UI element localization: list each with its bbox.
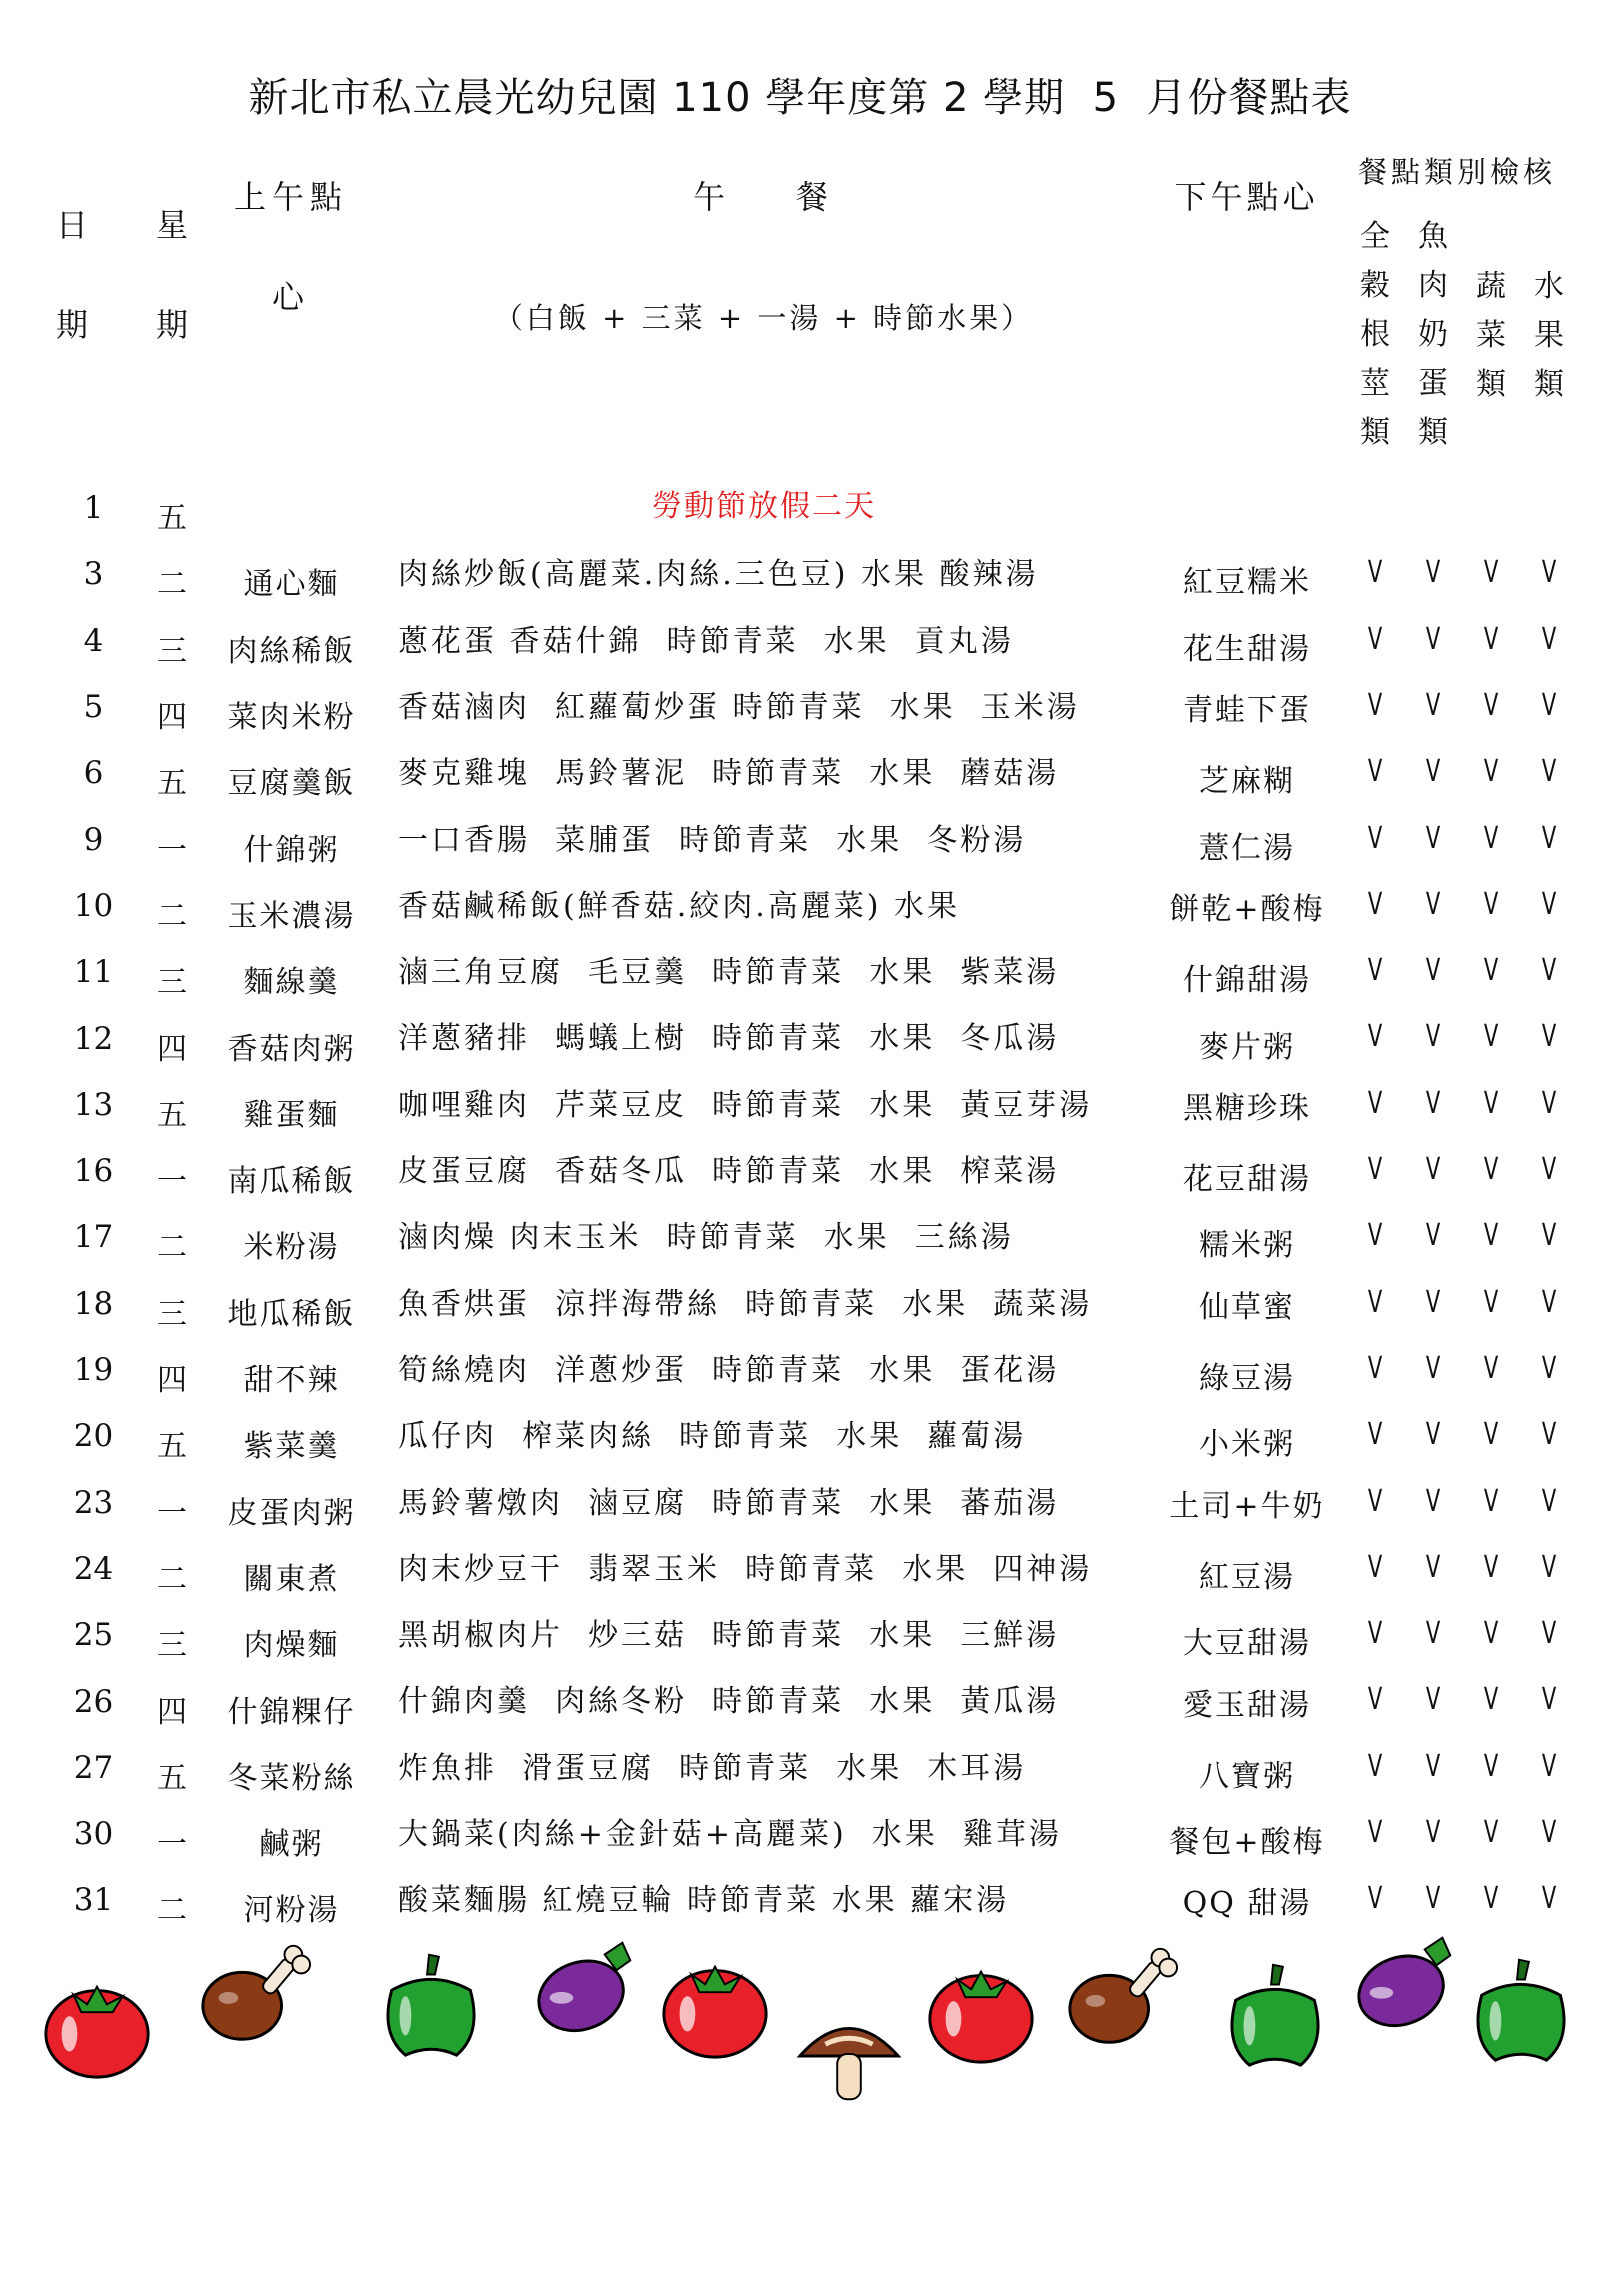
row-date: 23: [73, 1484, 114, 1521]
row-morning-snack: [203, 475, 380, 541]
row-weekday: 四: [157, 1363, 189, 1399]
drumstick-icon: [195, 1935, 313, 2057]
row-lunch: 香菇鹹稀飯(鮮香菇.絞肉.高麗菜) 水果: [398, 888, 961, 924]
check-mark: V: [1367, 1417, 1383, 1453]
row-date: 13: [73, 1086, 114, 1123]
row-date: 5: [83, 689, 104, 726]
row-weekday: 五: [157, 1429, 189, 1465]
row-morning-snack: 甜不辣: [243, 1363, 340, 1399]
check-mark: V: [1425, 1682, 1441, 1718]
row-lunch: 馬鈴薯燉肉 滷豆腐 時節青菜 水果 蕃茄湯: [398, 1485, 1060, 1521]
row-afternoon-snack: [1148, 475, 1346, 541]
check-mark: V: [1425, 1881, 1441, 1917]
check-mark: V: [1425, 1350, 1441, 1386]
row-lunch: 炸魚排 滑蛋豆腐 時節青菜 水果 木耳湯: [398, 1750, 1027, 1786]
row-morning-snack: 肉燥麵: [243, 1628, 340, 1664]
row-weekday: 五: [157, 501, 189, 537]
row-weekday: 一: [157, 832, 189, 868]
check-mark: V: [1483, 1815, 1499, 1850]
row-morning-snack: 米粉湯: [243, 1230, 340, 1266]
row-afternoon-snack: QQ 甜湯: [1182, 1886, 1312, 1922]
row-date: 11: [73, 954, 114, 991]
check-mark: V: [1483, 1682, 1499, 1718]
check-mark: V: [1367, 820, 1383, 856]
row-morning-snack: 冬菜粉絲: [227, 1760, 356, 1796]
row-date: 24: [73, 1550, 114, 1587]
tomato-icon: [922, 1950, 1040, 2072]
row-afternoon-snack: 餐包+酸梅: [1169, 1825, 1325, 1861]
row-afternoon-snack: 小米粥: [1199, 1427, 1295, 1463]
check-mark: V: [1483, 754, 1499, 790]
header-afternoon: 下午點心: [1174, 178, 1319, 216]
check-mark: V: [1425, 1549, 1441, 1585]
mushroom-icon: [790, 1995, 908, 2117]
check-mark: V: [1483, 1616, 1499, 1652]
check-mark: V: [1367, 1350, 1383, 1386]
row-weekday: 五: [157, 1760, 189, 1796]
check-mark: V: [1367, 1748, 1383, 1784]
check-mark: V: [1367, 1616, 1383, 1652]
header-check-col-1: 全穀根莖類: [1360, 219, 1390, 450]
row-lunch: 滷肉燥 肉末玉米 時節青菜 水果 三絲湯: [398, 1220, 1014, 1256]
row-morning-snack: 菜肉米粉: [227, 700, 356, 736]
row-afternoon-snack: 土司+牛奶: [1169, 1488, 1325, 1524]
check-mark: V: [1541, 754, 1557, 790]
row-weekday: 一: [157, 1495, 189, 1531]
row-afternoon-snack: 麥片粥: [1199, 1029, 1295, 1065]
check-mark: V: [1541, 1815, 1557, 1850]
row-date: 16: [73, 1153, 114, 1190]
check-mark: V: [1425, 1483, 1441, 1519]
check-mark: V: [1425, 687, 1441, 723]
row-afternoon-snack: 餅乾+酸梅: [1169, 891, 1325, 927]
check-mark: V: [1367, 1019, 1383, 1055]
check-mark: V: [1541, 1350, 1557, 1386]
check-mark: V: [1367, 555, 1383, 591]
row-morning-snack: 關東煮: [243, 1561, 340, 1597]
check-mark: V: [1541, 1417, 1557, 1453]
row-afternoon-snack: 什錦甜湯: [1183, 963, 1311, 999]
tomato-icon: [38, 1965, 156, 2087]
check-mark: V: [1483, 1152, 1499, 1187]
row-lunch: 什錦肉羹 肉絲冬粉 時節青菜 水果 黃瓜湯: [398, 1684, 1060, 1720]
check-mark: V: [1541, 1748, 1557, 1784]
check-mark: V: [1425, 1019, 1441, 1055]
row-weekday: 一: [157, 1164, 189, 1200]
row-afternoon-snack: 大豆甜湯: [1183, 1626, 1311, 1662]
check-mark: V: [1483, 687, 1499, 723]
header-morning-1: 上午點: [233, 178, 348, 216]
row-weekday: 五: [157, 1097, 189, 1133]
tomato-icon: [656, 1945, 774, 2067]
row-lunch: 魚香烘蛋 涼拌海帶絲 時節青菜 水果 蔬菜湯: [398, 1286, 1093, 1322]
row-afternoon-snack: 花豆甜湯: [1183, 1162, 1311, 1198]
row-date: 6: [83, 755, 104, 792]
header-check-col-4: 水果類: [1534, 269, 1564, 402]
row-lunch: 酸菜麵腸 紅燒豆輪 時節青菜 水果 蘿宋湯: [398, 1883, 1010, 1919]
row-morning-snack: 河粉湯: [243, 1893, 340, 1929]
check-mark: V: [1541, 621, 1557, 657]
check-mark: V: [1483, 1284, 1499, 1320]
check-mark: V: [1483, 1881, 1499, 1917]
check-mark: V: [1425, 621, 1441, 657]
check-mark: V: [1483, 1748, 1499, 1784]
check-mark: V: [1367, 621, 1383, 657]
header-check-col-3: 蔬菜類: [1476, 269, 1506, 402]
row-date: 19: [73, 1352, 114, 1389]
row-afternoon-snack: 仙草蜜: [1199, 1289, 1295, 1325]
check-mark: V: [1483, 953, 1499, 989]
row-weekday: 四: [157, 1694, 189, 1730]
row-afternoon-snack: 芝麻糊: [1199, 764, 1295, 800]
check-mark: V: [1425, 1748, 1441, 1784]
row-lunch: 筍絲燒肉 洋蔥炒蛋 時節青菜 水果 蛋花湯: [398, 1352, 1060, 1388]
row-lunch: 大鍋菜(肉絲+金針菇+高麗菜) 水果 雞茸湯: [398, 1817, 1062, 1852]
row-morning-snack: 什錦粥: [243, 832, 340, 868]
row-afternoon-snack: 黑糖珍珠: [1183, 1090, 1311, 1126]
row-weekday: 二: [157, 567, 189, 603]
check-mark: V: [1367, 1549, 1383, 1585]
row-weekday: 二: [157, 1230, 189, 1266]
check-mark: V: [1541, 687, 1557, 723]
check-mark: V: [1425, 1815, 1441, 1850]
row-date: 30: [73, 1816, 114, 1853]
check-mark: V: [1483, 1483, 1499, 1519]
check-mark: V: [1483, 1085, 1499, 1121]
row-weekday: 三: [157, 1296, 189, 1332]
row-date: 17: [73, 1219, 114, 1256]
check-mark: V: [1541, 1483, 1557, 1519]
check-mark: V: [1425, 754, 1441, 790]
row-weekday: 四: [157, 1031, 189, 1067]
row-morning-snack: 豆腐羹飯: [227, 766, 356, 802]
check-mark: V: [1541, 1682, 1557, 1718]
check-mark: V: [1483, 555, 1499, 591]
row-morning-snack: 香菇肉粥: [227, 1031, 356, 1067]
row-afternoon-snack: 愛玉甜湯: [1183, 1687, 1311, 1723]
row-lunch: 皮蛋豆腐 香菇冬瓜 時節青菜 水果 榨菜湯: [398, 1154, 1060, 1189]
row-lunch: 香菇滷肉 紅蘿蔔炒蛋 時節青菜 水果 玉米湯: [398, 689, 1080, 725]
row-weekday: 二: [157, 1893, 189, 1929]
check-mark: V: [1541, 886, 1557, 922]
check-mark: V: [1425, 1218, 1441, 1254]
row-weekday: 三: [157, 1628, 189, 1664]
row-afternoon-snack: 綠豆湯: [1199, 1361, 1295, 1397]
green-pepper-icon: [1462, 1950, 1580, 2072]
header-lunch-1: 午 餐: [693, 178, 834, 216]
row-morning-snack: 地瓜稀飯: [227, 1296, 356, 1332]
row-lunch: 洋蔥豬排 螞蟻上樹 時節青菜 水果 冬瓜湯: [398, 1021, 1060, 1057]
row-afternoon-snack: 紅豆糯米: [1183, 565, 1311, 601]
check-mark: V: [1367, 1815, 1383, 1850]
row-weekday: 五: [157, 766, 189, 802]
row-lunch: 肉絲炒飯(高麗菜.肉絲.三色豆) 水果 酸辣湯: [398, 557, 1039, 593]
check-mark: V: [1425, 1085, 1441, 1121]
header-weekday-1: 星: [155, 206, 194, 244]
row-afternoon-snack: 糯米粥: [1199, 1228, 1295, 1264]
check-mark: V: [1367, 953, 1383, 989]
check-mark: V: [1425, 820, 1441, 856]
header-date-1: 日: [55, 206, 94, 244]
check-mark: V: [1425, 1417, 1441, 1453]
row-afternoon-snack: 花生甜湯: [1183, 631, 1311, 667]
check-mark: V: [1425, 886, 1441, 922]
row-lunch: 咖哩雞肉 芹菜豆皮 時節青菜 水果 黃豆芽湯: [398, 1087, 1093, 1123]
check-mark: V: [1541, 1616, 1557, 1652]
eggplant-icon: [1348, 1920, 1466, 2042]
row-lunch: 一口香腸 菜脯蛋 時節青菜 水果 冬粉湯: [398, 822, 1027, 858]
drumstick-icon: [1062, 1938, 1180, 2060]
row-lunch: 滷三角豆腐 毛豆羹 時節青菜 水果 紫菜湯: [398, 955, 1060, 991]
eggplant-icon: [528, 1925, 646, 2047]
row-weekday: 二: [157, 898, 189, 934]
check-mark: V: [1367, 1218, 1383, 1254]
check-mark: V: [1367, 1682, 1383, 1718]
row-weekday: 一: [157, 1827, 189, 1863]
row-afternoon-snack: 紅豆湯: [1199, 1559, 1295, 1595]
holiday-note: 勞動節放假二天: [652, 489, 876, 524]
check-mark: V: [1541, 1019, 1557, 1055]
row-date: 9: [83, 821, 104, 858]
row-date: 20: [73, 1418, 114, 1455]
check-mark: V: [1367, 1085, 1383, 1121]
check-mark: V: [1541, 1284, 1557, 1320]
row-weekday: 四: [157, 700, 189, 736]
row-afternoon-snack: 薏仁湯: [1199, 830, 1295, 866]
row-morning-snack: 玉米濃湯: [227, 898, 356, 934]
check-mark: V: [1483, 1019, 1499, 1055]
row-morning-snack: 雞蛋麵: [243, 1097, 340, 1133]
row-afternoon-snack: 青蛙下蛋: [1183, 693, 1311, 729]
check-mark: V: [1425, 1616, 1441, 1652]
check-mark: V: [1367, 886, 1383, 922]
row-date: 31: [73, 1882, 114, 1919]
row-weekday: 三: [157, 633, 189, 669]
row-date: 3: [83, 556, 104, 593]
check-mark: V: [1483, 1350, 1499, 1386]
row-morning-snack: 肉絲稀飯: [227, 633, 356, 669]
row-date: 1: [83, 490, 104, 527]
check-mark: V: [1425, 1284, 1441, 1320]
header-weekday-2: 期: [155, 306, 194, 344]
row-morning-snack: 紫菜羹: [243, 1429, 340, 1465]
row-date: 25: [73, 1617, 114, 1654]
check-mark: V: [1367, 754, 1383, 790]
header-check-col-2: 魚肉奶蛋類: [1418, 219, 1448, 450]
green-pepper-icon: [372, 1945, 490, 2067]
check-mark: V: [1367, 1152, 1383, 1187]
row-morning-snack: 鹹粥: [259, 1827, 324, 1863]
row-date: 12: [73, 1020, 114, 1057]
check-mark: V: [1541, 1881, 1557, 1917]
row-lunch: 瓜仔肉 榨菜肉絲 時節青菜 水果 蘿蔔湯: [398, 1419, 1027, 1455]
check-mark: V: [1367, 1483, 1383, 1519]
row-lunch: 肉末炒豆干 翡翠玉米 時節青菜 水果 四神湯: [398, 1551, 1093, 1587]
row-morning-snack: 通心麵: [243, 567, 340, 603]
row-date: 4: [83, 622, 104, 659]
check-mark: V: [1483, 1417, 1499, 1453]
check-mark: V: [1483, 1218, 1499, 1254]
row-morning-snack: 南瓜稀飯: [227, 1164, 356, 1200]
check-mark: V: [1483, 820, 1499, 856]
check-mark: V: [1483, 621, 1499, 657]
check-mark: V: [1367, 1284, 1383, 1320]
row-lunch: 黑胡椒肉片 炒三菇 時節青菜 水果 三鮮湯: [398, 1618, 1060, 1654]
check-mark: V: [1541, 953, 1557, 989]
check-mark: V: [1367, 1881, 1383, 1917]
header-lunch-2: （白飯 + 三菜 + 一湯 + 時節水果）: [493, 301, 1034, 335]
row-afternoon-snack: 八寶粥: [1199, 1758, 1295, 1794]
row-morning-snack: 麵線羹: [243, 965, 340, 1001]
green-pepper-icon: [1216, 1955, 1334, 2077]
row-date: 10: [73, 887, 114, 924]
check-mark: V: [1425, 1152, 1441, 1187]
check-mark: V: [1541, 1085, 1557, 1121]
check-mark: V: [1483, 886, 1499, 922]
row-date: 27: [73, 1749, 114, 1786]
check-mark: V: [1483, 1549, 1499, 1585]
document-title: 新北市私立晨光幼兒園 110 學年度第 2 學期 5 月份餐點表: [248, 75, 1352, 121]
row-weekday: 三: [157, 965, 189, 1001]
row-date: 26: [73, 1683, 114, 1720]
check-mark: V: [1367, 687, 1383, 723]
row-weekday: 二: [157, 1561, 189, 1597]
header-date-2: 期: [55, 306, 94, 344]
check-mark: V: [1541, 820, 1557, 856]
row-morning-snack: 什錦粿仔: [227, 1694, 356, 1730]
header-check-group: 餐點類別檢核: [1358, 155, 1557, 189]
check-mark: V: [1541, 1549, 1557, 1585]
row-lunch: 麥克雞塊 馬鈴薯泥 時節青菜 水果 蘑菇湯: [398, 756, 1060, 792]
row-lunch: 蔥花蛋 香菇什錦 時節青菜 水果 貢丸湯: [398, 623, 1014, 659]
row-date: 18: [73, 1285, 114, 1322]
check-mark: V: [1425, 555, 1441, 591]
check-mark: V: [1425, 953, 1441, 989]
check-mark: V: [1541, 1152, 1557, 1187]
check-mark: V: [1541, 555, 1557, 591]
check-mark: V: [1541, 1218, 1557, 1254]
row-morning-snack: 皮蛋肉粥: [227, 1495, 356, 1531]
header-morning-2: 心: [271, 278, 310, 316]
